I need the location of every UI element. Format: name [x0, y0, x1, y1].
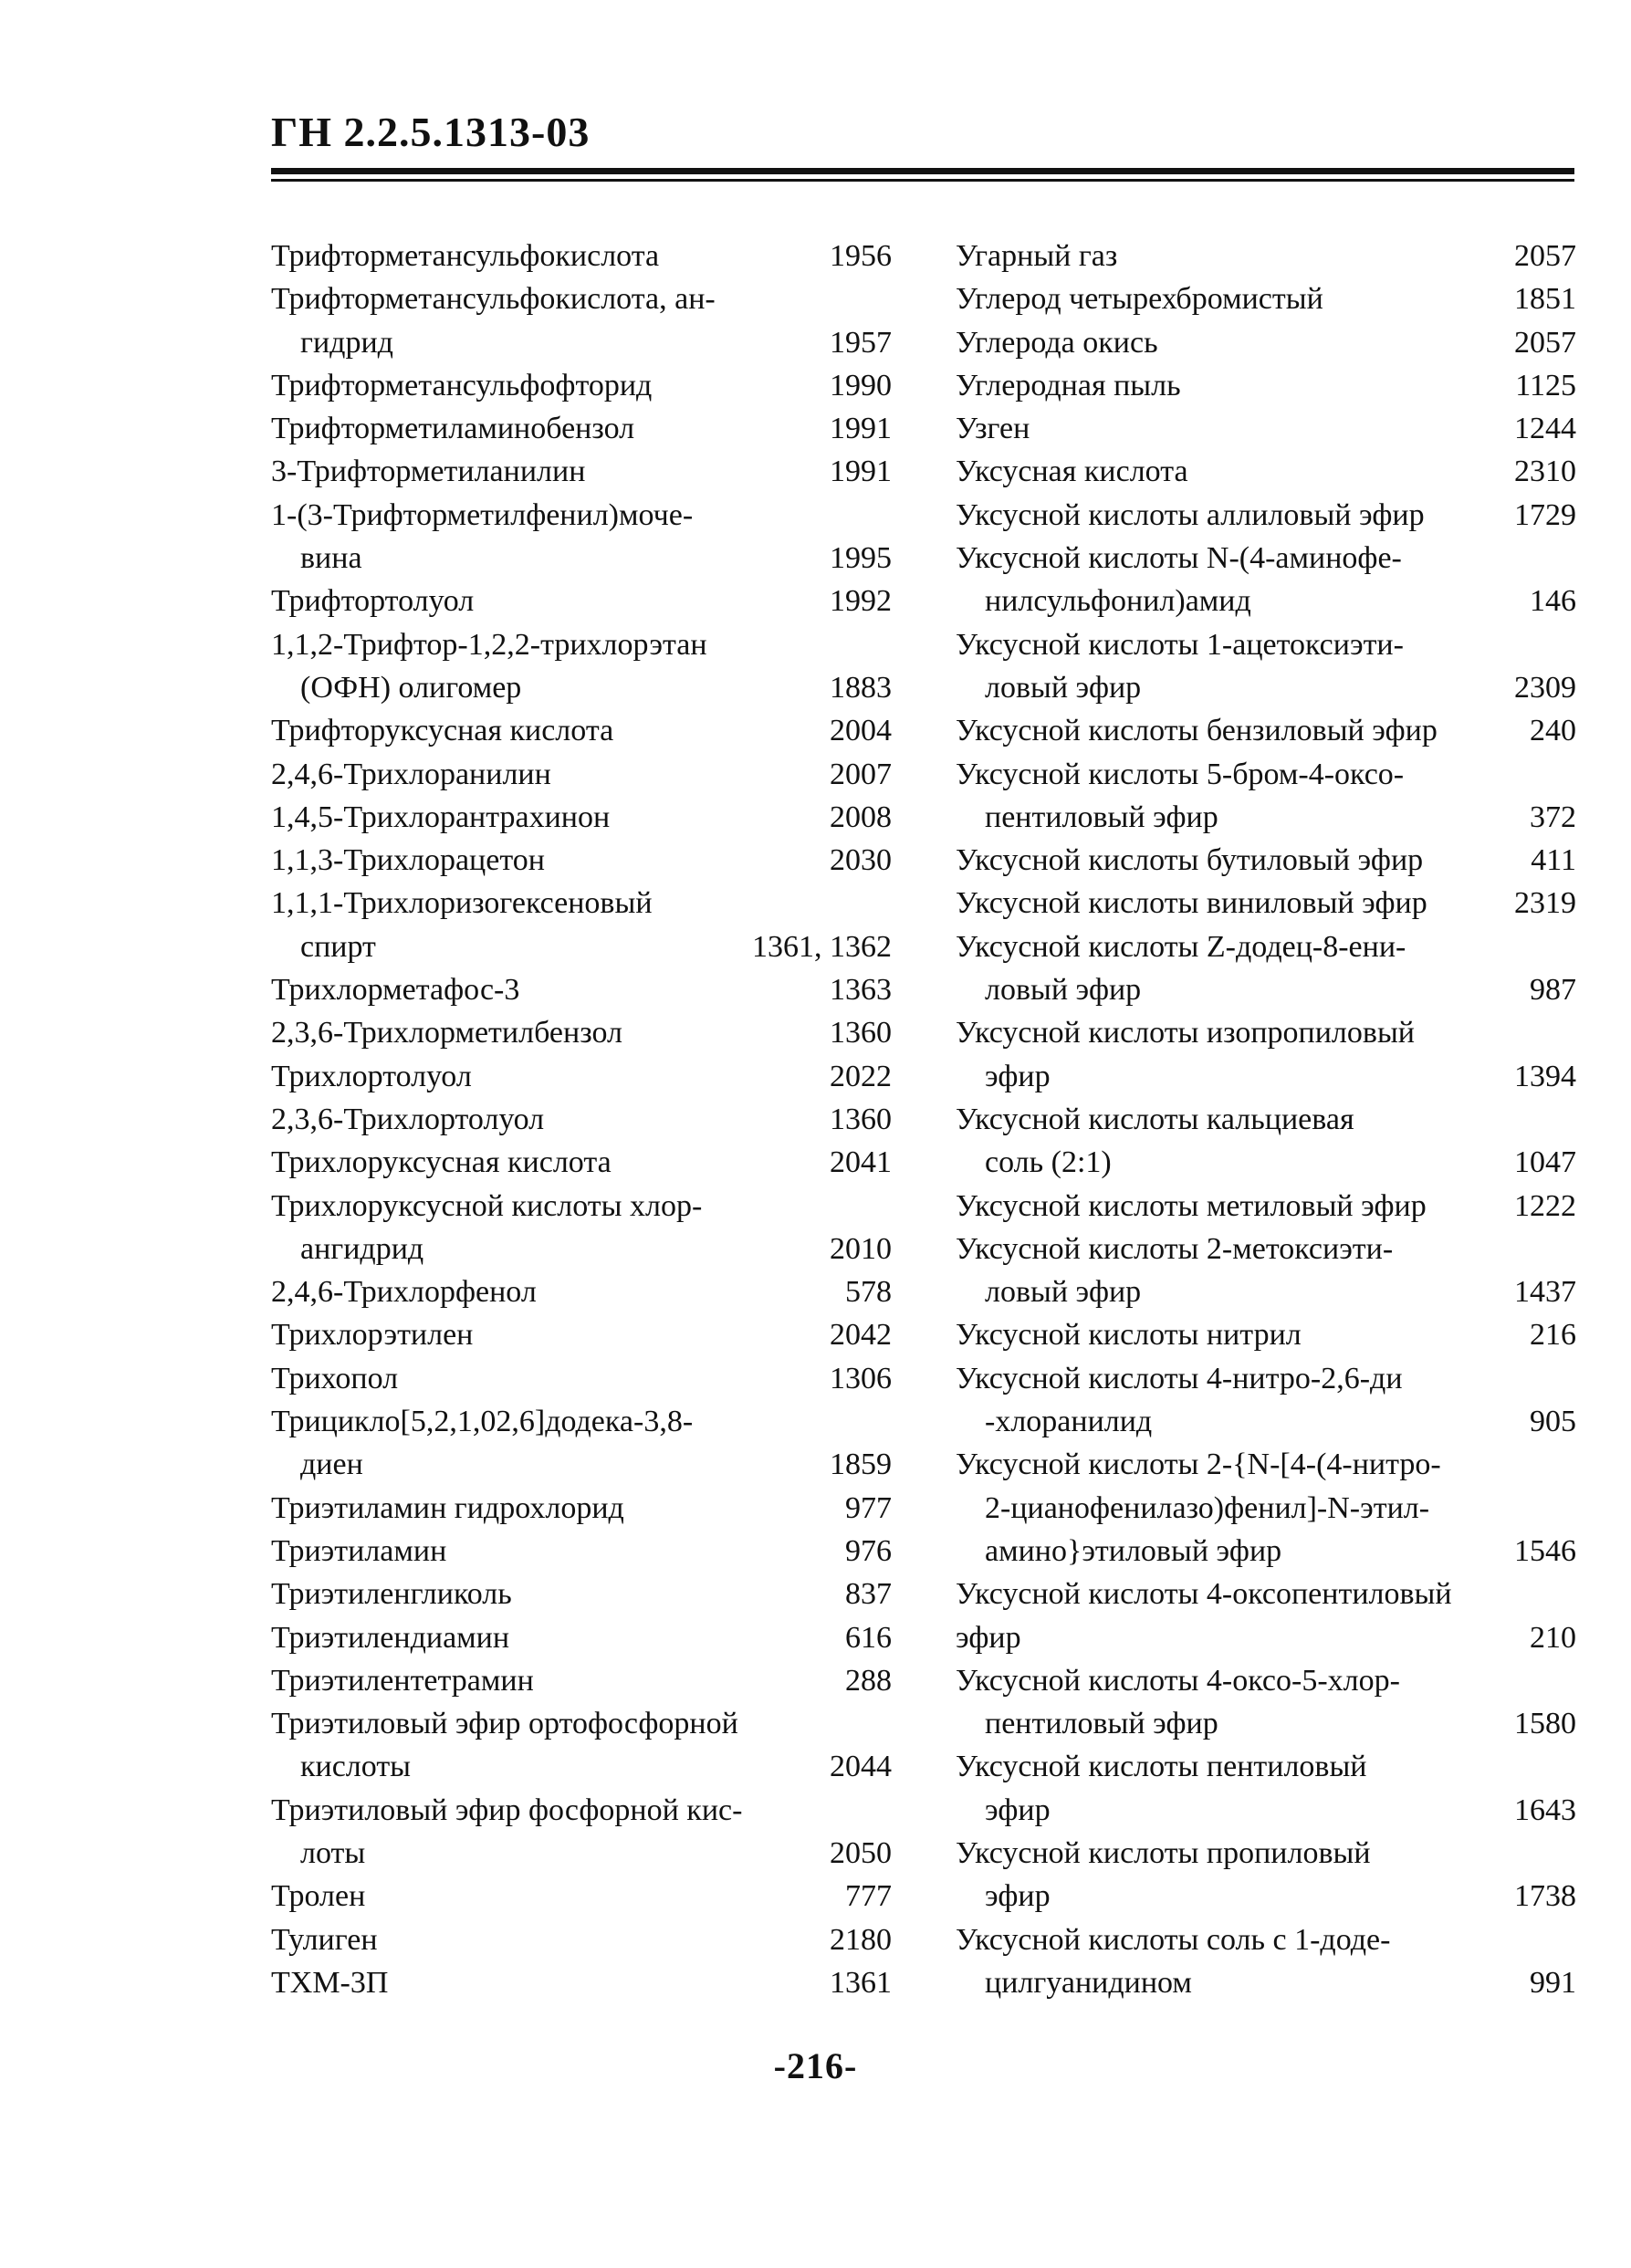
- entry-term: кислоты: [300, 1750, 412, 1784]
- entry-term: Уксусной кислоты метиловый эфир: [956, 1188, 1427, 1223]
- entry-page-ref: 991: [1530, 1965, 1576, 2000]
- index-entry: [956, 1228, 1576, 1270]
- index-entry: [271, 753, 892, 796]
- header-rule-thin: [271, 179, 1574, 182]
- index-entry: [271, 277, 892, 320]
- index-entry: [956, 1400, 1576, 1443]
- index-column-left: [271, 235, 892, 2004]
- entry-term: 1-(3-Трифторметилфенил)моче-: [271, 497, 694, 532]
- index-entry: [271, 882, 892, 925]
- entry-page-ref: 2041: [830, 1145, 892, 1180]
- index-entry: [956, 1616, 1576, 1659]
- entry-page-ref: 2057: [1514, 239, 1576, 273]
- index-entry: [956, 1055, 1576, 1098]
- entry-term: ТХМ-3П: [271, 1965, 389, 2000]
- index-entry: [956, 1918, 1576, 1961]
- index-entry: [956, 1443, 1576, 1486]
- entry-term: Уксусной кислоты N-(4-аминофе-: [956, 541, 1402, 576]
- entry-page-ref: 1995: [830, 541, 892, 576]
- entry-page-ref: 372: [1530, 800, 1576, 834]
- entry-term: Уксусной кислоты пропиловый: [956, 1835, 1371, 1870]
- entry-term: Трифтортолуол: [271, 584, 475, 619]
- entry-term: эфир: [956, 1620, 1021, 1655]
- entry-term: 2,3,6-Трихлортолуол: [271, 1102, 545, 1136]
- entry-page-ref: 1643: [1514, 1792, 1576, 1827]
- entry-term: соль (2:1): [985, 1145, 1112, 1180]
- entry-term: Угарный газ: [956, 239, 1118, 273]
- entry-page-ref: 2319: [1514, 886, 1576, 921]
- index-entry: [271, 1875, 892, 1918]
- index-entry: [271, 839, 892, 882]
- entry-page-ref: 1360: [830, 1102, 892, 1136]
- entry-page-ref: 1222: [1514, 1188, 1576, 1223]
- index-entry: [271, 1832, 892, 1875]
- entry-page-ref: 2010: [830, 1231, 892, 1266]
- index-entry: [271, 450, 892, 493]
- document-code-header: ГН 2.2.5.1313-03: [271, 109, 591, 155]
- index-entry: [271, 623, 892, 666]
- entry-term: Трихлоруксусной кислоты хлор-: [271, 1188, 703, 1223]
- entry-term: вина: [300, 541, 362, 576]
- entry-term: 2,4,6-Трихлорфенол: [271, 1275, 537, 1310]
- entry-term: Уксусной кислоты 4-нитро-2,6-ди: [956, 1361, 1403, 1395]
- index-entry: [956, 709, 1576, 752]
- entry-page-ref: 1546: [1514, 1533, 1576, 1568]
- entry-term: Тролен: [271, 1879, 366, 1914]
- index-entry: [271, 1487, 892, 1530]
- index-entry: [956, 1357, 1576, 1400]
- entry-term: гидрид: [300, 325, 393, 360]
- index-entry: [956, 968, 1576, 1011]
- index-entry: [271, 1918, 892, 1961]
- entry-term: Трихлорметафос-3: [271, 973, 520, 1008]
- entry-term: пентиловый эфир: [985, 1707, 1218, 1741]
- entry-term: Трихлортолуол: [271, 1059, 472, 1093]
- entry-term: Трихлорэтилен: [271, 1318, 474, 1353]
- index-entry: [956, 1832, 1576, 1875]
- entry-term: Углерод четырехбромистый: [956, 282, 1323, 317]
- entry-page-ref: 1956: [830, 239, 892, 273]
- entry-term: Трихлоруксусная кислота: [271, 1145, 612, 1180]
- index-entry: [271, 1530, 892, 1573]
- index-entry: [271, 666, 892, 709]
- entry-term: 3-Трифторметиланилин: [271, 455, 586, 489]
- entry-page-ref: 1047: [1514, 1145, 1576, 1180]
- entry-page-ref: 1957: [830, 325, 892, 360]
- entry-term: ловый эфир: [985, 670, 1142, 705]
- entry-term: Трицикло[5,2,1,02,6]додека-3,8-: [271, 1405, 694, 1439]
- entry-page-ref: 1991: [830, 412, 892, 446]
- entry-term: Триэтиленгликоль: [271, 1577, 512, 1612]
- entry-term: нилсульфонил)амид: [985, 584, 1251, 619]
- index-entry: [956, 580, 1576, 622]
- entry-term: Триэтиламин: [271, 1533, 447, 1568]
- entry-term: Уксусной кислоты 2-метоксиэти-: [956, 1231, 1394, 1266]
- entry-page-ref: 2007: [830, 757, 892, 791]
- index-entry: [956, 925, 1576, 968]
- index-entry: [956, 1961, 1576, 2004]
- entry-term: 2,4,6-Трихлоранилин: [271, 757, 551, 791]
- entry-page-ref: 1851: [1514, 282, 1576, 317]
- entry-page-ref: 2057: [1514, 325, 1576, 360]
- entry-page-ref: 1738: [1514, 1879, 1576, 1914]
- entry-term: Уксусной кислоты 4-оксопентиловый: [956, 1577, 1452, 1612]
- index-entry: [956, 1530, 1576, 1573]
- entry-term: Триэтилендиамин: [271, 1620, 510, 1655]
- entry-page-ref: 411: [1531, 843, 1576, 878]
- index-entry: [271, 1228, 892, 1270]
- index-entry: [956, 407, 1576, 450]
- index-entry: [271, 709, 892, 752]
- entry-page-ref: 1360: [830, 1016, 892, 1050]
- entry-term: спирт: [300, 929, 376, 964]
- entry-term: Триэтиламин гидрохлорид: [271, 1490, 624, 1525]
- entry-term: Углеродная пыль: [956, 368, 1181, 402]
- index-entry: [956, 1141, 1576, 1184]
- entry-page-ref: 1244: [1514, 412, 1576, 446]
- index-entry: [271, 1357, 892, 1400]
- index-entry: [271, 1616, 892, 1659]
- entry-term: Уксусной кислоты нитрил: [956, 1318, 1302, 1353]
- header-rule-thick: [271, 168, 1574, 174]
- index-entry: [271, 1745, 892, 1788]
- index-entry: [271, 968, 892, 1011]
- entry-page-ref: 1580: [1514, 1707, 1576, 1741]
- index-entry: [271, 1789, 892, 1832]
- entry-page-ref: 216: [1530, 1318, 1576, 1353]
- index-entry: [271, 1055, 892, 1098]
- entry-page-ref: 1883: [830, 670, 892, 705]
- entry-term: Уксусная кислота: [956, 455, 1188, 489]
- entry-term: Трифторметансульфофторид: [271, 368, 653, 402]
- index-entry: [956, 1185, 1576, 1228]
- entry-page-ref: 288: [845, 1663, 892, 1698]
- index-entry: [271, 1400, 892, 1443]
- index-entry: [956, 537, 1576, 580]
- entry-term: Уксусной кислоты кальциевая: [956, 1102, 1354, 1136]
- index-entry: [956, 623, 1576, 666]
- index-entry: [956, 796, 1576, 839]
- entry-term: 1,1,2-Трифтор-1,2,2-трихлорэтан: [271, 627, 707, 662]
- entry-page-ref: 837: [845, 1577, 892, 1612]
- index-entry: [956, 494, 1576, 537]
- entry-term: эфир: [985, 1059, 1051, 1093]
- index-entry: [271, 1141, 892, 1184]
- index-entry: [271, 1443, 892, 1486]
- entry-term: 1,1,1-Трихлоризогексеновый: [271, 886, 653, 921]
- entry-term: Уксусной кислоты виниловый эфир: [956, 886, 1427, 921]
- index-entry: [271, 796, 892, 839]
- entry-page-ref: 976: [845, 1533, 892, 1568]
- index-entry: [271, 1185, 892, 1228]
- entry-page-ref: 905: [1530, 1405, 1576, 1439]
- index-entry: [956, 1702, 1576, 1745]
- entry-term: Уксусной кислоты бутиловый эфир: [956, 843, 1424, 878]
- index-entry: [956, 1270, 1576, 1313]
- entry-term: Уксусной кислоты Z-додец-8-ени-: [956, 929, 1406, 964]
- entry-term: 2-цианофенилазо)фенил]-N-этил-: [985, 1490, 1430, 1525]
- page-number: -216-: [773, 2045, 858, 2086]
- index-entry: [956, 1789, 1576, 1832]
- entry-term: Трихопол: [271, 1361, 399, 1395]
- entry-term: Уксусной кислоты изопропиловый: [956, 1016, 1415, 1050]
- entry-term: Уксусной кислоты 4-оксо-5-хлор-: [956, 1663, 1400, 1698]
- entry-page-ref: 2180: [830, 1922, 892, 1957]
- entry-page-ref: 2309: [1514, 670, 1576, 705]
- entry-term: лоты: [300, 1835, 366, 1870]
- index-entry: [271, 580, 892, 622]
- index-entry: [956, 1659, 1576, 1702]
- index-entry: [271, 537, 892, 580]
- index-entry: [271, 1011, 892, 1054]
- entry-term: Тулиген: [271, 1922, 378, 1957]
- index-entry: [956, 1098, 1576, 1141]
- entry-term: Трифторметансульфокислота, ан-: [271, 282, 716, 317]
- entry-term: ловый эфир: [985, 973, 1142, 1008]
- entry-term: Уксусной кислоты 1-ацетоксиэти-: [956, 627, 1404, 662]
- entry-term: Триэтиловый эфир ортофосфорной: [271, 1707, 738, 1741]
- entry-term: эфир: [985, 1792, 1051, 1827]
- index-entry: [271, 1313, 892, 1356]
- entry-term: ангидрид: [300, 1231, 424, 1266]
- entry-page-ref: 1729: [1514, 497, 1576, 532]
- entry-page-ref: 1361, 1362: [752, 929, 892, 964]
- index-entry: [271, 1961, 892, 2004]
- index-entry: [956, 666, 1576, 709]
- entry-term: диен: [300, 1448, 363, 1482]
- entry-page-ref: 578: [845, 1275, 892, 1310]
- index-entry: [956, 1313, 1576, 1356]
- entry-page-ref: 2050: [830, 1835, 892, 1870]
- entry-page-ref: 1394: [1514, 1059, 1576, 1093]
- entry-term: (ОФН) олигомер: [300, 670, 522, 705]
- entry-term: 2,3,6-Трихлорметилбензол: [271, 1016, 622, 1050]
- index-entry: [956, 1011, 1576, 1054]
- entry-page-ref: 1125: [1515, 368, 1576, 402]
- index-entry: [271, 1098, 892, 1141]
- entry-page-ref: 1991: [830, 455, 892, 489]
- index-entry: [956, 364, 1576, 407]
- entry-page-ref: 987: [1530, 973, 1576, 1008]
- entry-term: эфир: [985, 1879, 1051, 1914]
- entry-page-ref: 2042: [830, 1318, 892, 1353]
- entry-page-ref: 210: [1530, 1620, 1576, 1655]
- index-entry: [956, 753, 1576, 796]
- entry-page-ref: 1306: [830, 1361, 892, 1395]
- entry-page-ref: 2030: [830, 843, 892, 878]
- entry-term: -хлоранилид: [985, 1405, 1153, 1439]
- entry-page-ref: 2022: [830, 1059, 892, 1093]
- entry-term: Триэтиловый эфир фосфорной кис-: [271, 1792, 743, 1827]
- index-entry: [956, 1875, 1576, 1918]
- entry-term: Уксусной кислоты пентиловый: [956, 1750, 1367, 1784]
- index-entry: [271, 321, 892, 364]
- entry-term: 1,4,5-Трихлорантрахинон: [271, 800, 611, 834]
- entry-term: Уксусной кислоты бензиловый эфир: [956, 714, 1438, 748]
- index-entry: [271, 494, 892, 537]
- entry-term: Узген: [956, 412, 1030, 446]
- entry-term: Трифторметиламинобензол: [271, 412, 635, 446]
- entry-term: цилгуанидином: [985, 1965, 1192, 2000]
- index-entry: [271, 1702, 892, 1745]
- index-column-right: [956, 235, 1576, 2004]
- entry-term: пентиловый эфир: [985, 800, 1218, 834]
- entry-page-ref: 2044: [830, 1750, 892, 1784]
- index-entry: [956, 321, 1576, 364]
- entry-term: Уксусной кислоты 5-бром-4-оксо-: [956, 757, 1405, 791]
- index-entry: [956, 1487, 1576, 1530]
- index-entry: [956, 450, 1576, 493]
- index-entry: [271, 1659, 892, 1702]
- entry-term: Уксусной кислоты 2-{N-[4-(4-нитро-: [956, 1448, 1441, 1482]
- entry-page-ref: 1859: [830, 1448, 892, 1482]
- entry-page-ref: 2008: [830, 800, 892, 834]
- entry-page-ref: 1992: [830, 584, 892, 619]
- index-entry: [956, 277, 1576, 320]
- index-entry: [956, 1573, 1576, 1615]
- index-entry: [271, 1270, 892, 1313]
- entry-term: амино}этиловый эфир: [985, 1533, 1282, 1568]
- index-entry: [956, 235, 1576, 277]
- index-entry: [956, 839, 1576, 882]
- entry-term: Углерода окись: [956, 325, 1158, 360]
- entry-page-ref: 1437: [1514, 1275, 1576, 1310]
- entry-page-ref: 240: [1530, 714, 1576, 748]
- entry-term: Уксусной кислоты аллиловый эфир: [956, 497, 1425, 532]
- entry-page-ref: 2310: [1514, 455, 1576, 489]
- index-entry: [271, 364, 892, 407]
- index-entry: [271, 407, 892, 450]
- entry-page-ref: 146: [1530, 584, 1576, 619]
- entry-page-ref: 1361: [830, 1965, 892, 2000]
- entry-term: 1,1,3-Трихлорацетон: [271, 843, 545, 878]
- entry-page-ref: 777: [845, 1879, 892, 1914]
- entry-term: ловый эфир: [985, 1275, 1142, 1310]
- entry-page-ref: 2004: [830, 714, 892, 748]
- index-entry: [956, 1745, 1576, 1788]
- index-entry: [956, 882, 1576, 925]
- entry-page-ref: 977: [845, 1490, 892, 1525]
- entry-term: Трифторуксусная кислота: [271, 714, 614, 748]
- entry-term: Уксусной кислоты соль с 1-доде-: [956, 1922, 1391, 1957]
- index-entry: [271, 925, 892, 968]
- entry-page-ref: 616: [845, 1620, 892, 1655]
- index-entry: [271, 1573, 892, 1615]
- entry-page-ref: 1990: [830, 368, 892, 402]
- entry-page-ref: 1363: [830, 973, 892, 1008]
- entry-term: Триэтилентетрамин: [271, 1663, 534, 1698]
- entry-term: Трифторметансульфокислота: [271, 239, 660, 273]
- index-entry: [271, 235, 892, 277]
